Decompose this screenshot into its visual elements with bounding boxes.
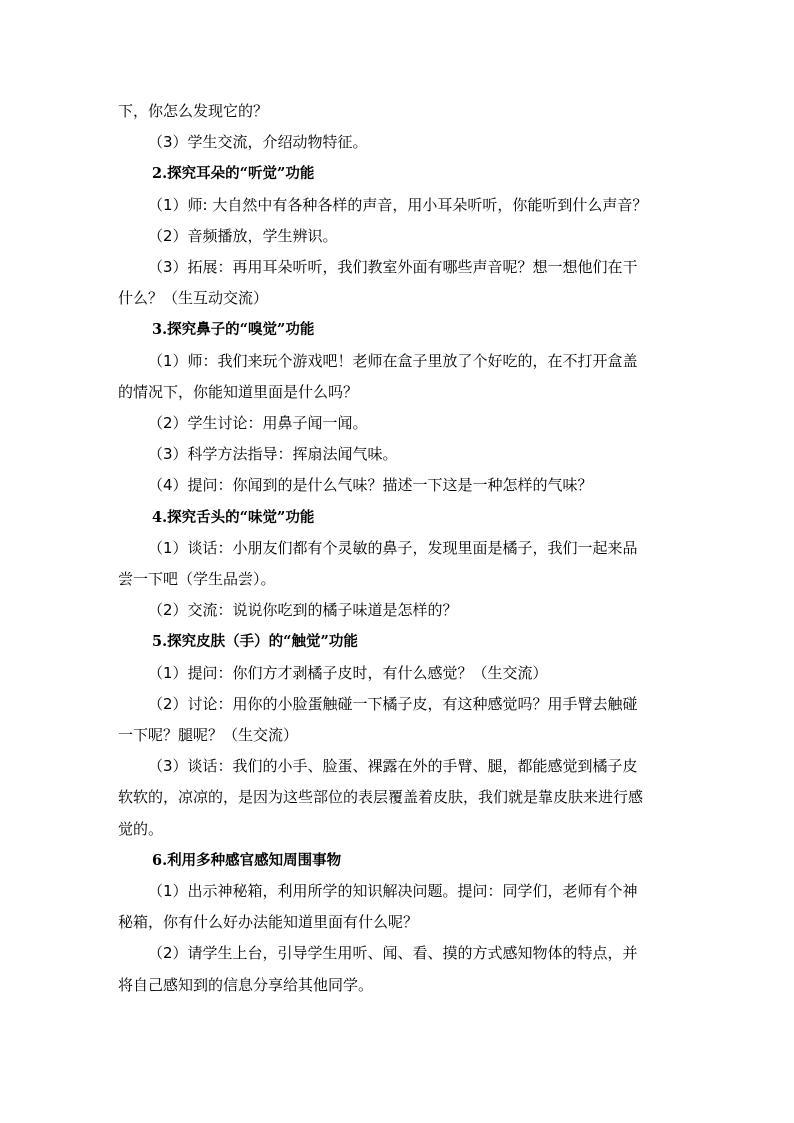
paragraph-line: （2）学生讨论：用鼻子闻一闻。	[148, 414, 368, 433]
paragraph-line: 秘箱，你有什么好办法能知道里面有什么呢？	[118, 913, 419, 932]
section-heading: 2.探究耳朵的“听觉”功能	[152, 165, 315, 183]
paragraph-line: （2）讨论：用你的小脸蛋触碰一下橘子皮，有这种感觉吗？用手臂去触碰	[148, 694, 638, 713]
paragraph-line: 下，你怎么发现它的？	[118, 102, 269, 120]
paragraph-line: （3）科学方法指导：挥扇法闻气味。	[148, 445, 398, 464]
paragraph-line: 觉的。	[118, 819, 164, 838]
paragraph-line: 软软的，凉凉的，是因为这些部位的表层覆盖着皮肤，我们就是靠皮肤来进行感	[118, 788, 644, 807]
paragraph-line: （1）提问：你们方才剥橘子皮时，有什么感觉？（生交流）	[148, 663, 548, 682]
paragraph-line: （4）提问：你闻到的是什么气味？描述一下这是一种怎样的气味？	[148, 476, 593, 495]
paragraph-line: 的情况下，你能知道里面是什么吗？	[118, 382, 359, 401]
section-heading: 3.探究鼻子的“嗅觉”功能	[152, 321, 315, 339]
paragraph-line: （1）出示神秘箱，利用所学的知识解决问题。提问：同学们，老师有个神	[148, 882, 638, 901]
lesson-body	[118, 96, 678, 1001]
paragraph-line: （1）谈话：小朋友们都有个灵敏的鼻子，发现里面是橘子，我们一起来品	[148, 538, 638, 557]
section-heading: 5.探究皮肤（手）的“触觉”功能	[152, 633, 358, 651]
paragraph-line: （2）音频播放，学生辨识。	[148, 226, 338, 245]
paragraph-line: （2）请学生上台，引导学生用听、闻、看、摸的方式感知物体的特点，并	[148, 944, 638, 963]
paragraph-line: 什么？（生互动交流）	[118, 289, 269, 308]
paragraph-line: （2）交流：说说你吃到的橘子味道是怎样的？	[148, 601, 458, 620]
paragraph-line: 将自己感知到的信息分享给其他同学。	[118, 975, 374, 994]
paragraph-line: （3）拓展：再用耳朵听听，我们教室外面有哪些声音呢？想一想他们在干	[148, 258, 638, 277]
paragraph-line: （3）谈话：我们的小手、脸蛋、裸露在外的手臂、腿，都能感觉到橘子皮	[148, 757, 638, 776]
section-heading: 4.探究舌头的“味觉”功能	[152, 508, 315, 526]
paragraph-line: （1）师: 大自然中有各种各样的声音，用小耳朵听听，你能听到什么声音？	[148, 195, 648, 214]
paragraph-line: （3）学生交流，介绍动物特征。	[148, 133, 368, 152]
paragraph-line: （1）师：我们来玩个游戏吧！老师在盒子里放了个好吃的，在不打开盒盖	[148, 351, 638, 370]
paragraph-line: 尝一下吧（学生品尝）。	[118, 570, 276, 589]
paragraph-line: 一下呢？腿呢？（生交流）	[118, 726, 299, 745]
section-heading: 6.利用多种感官感知周围事物	[152, 851, 342, 869]
